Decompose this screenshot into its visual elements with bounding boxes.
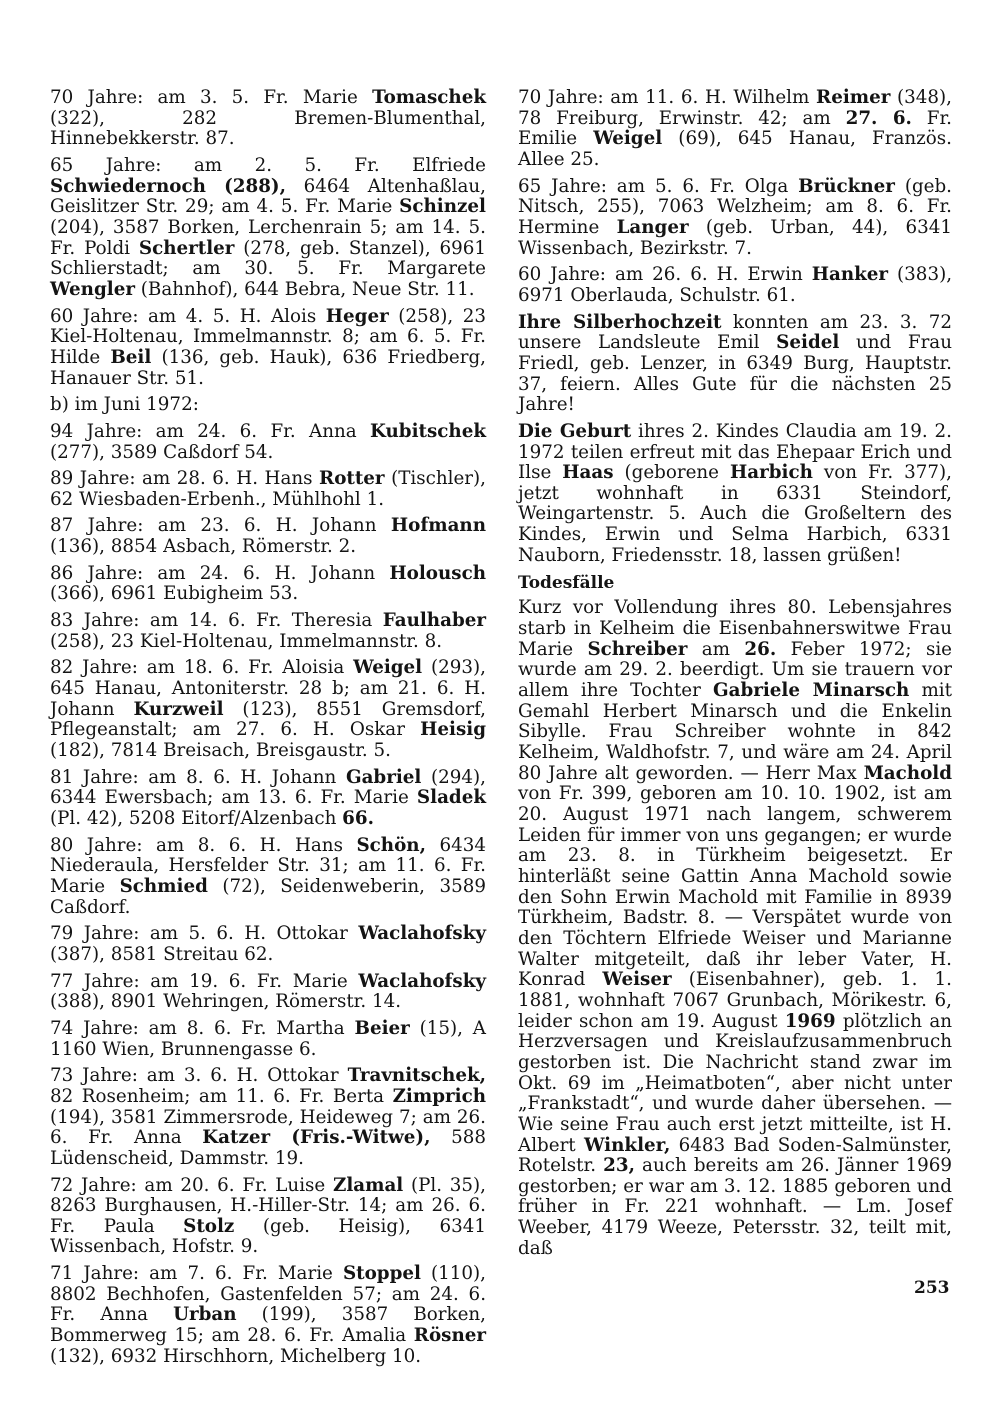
bold-name: Beil [110, 346, 152, 368]
bold-name: Weigel [593, 128, 663, 150]
entry-paragraph [518, 313, 952, 416]
text-run: 65 Jahre: am 5. 6. Fr. Olga [518, 175, 799, 197]
text-run: (Pl. 35), 8263 Burghausen, H.-Hiller-Str. 14; am 26. 6. Fr. Paula [50, 1174, 486, 1237]
bold-name: Stolz [183, 1215, 235, 1237]
bold-name: Kubitschek [370, 420, 486, 442]
text-run: (204), 3587 Borken, Lerchenrain 5; am 14. 5. Fr. Poldi [50, 216, 486, 259]
text-run: (123), 8551 Gremsdorf, Pflegeanstalt; am 27. 6. H. Oskar [50, 698, 486, 741]
entry-paragraph [518, 177, 952, 260]
text-run: (277), 3589 Caßdorf 54. [50, 441, 274, 463]
text-run: (geb. Nitsch, 255), 7063 Welzheim; am 8. 6. Fr. Hermine [518, 175, 952, 238]
bold-name: Waclahofsky [358, 970, 486, 992]
text-run: 71 Jahre: am 7. 6. Fr. Marie [50, 1263, 343, 1285]
bold-name: Winkler, [583, 1134, 671, 1156]
bold-name: Heger [325, 305, 389, 327]
bold-name: Waclahofsky [358, 923, 486, 945]
bold-name: Die Geburt [518, 420, 632, 442]
text-run: (194), 3581 Zimmersrode, Heideweg 7; am 26. 6. Fr. Anna [50, 1106, 486, 1149]
text-run: 82 Jahre: am 18. 6. Fr. Aloisia [50, 657, 354, 679]
bold-name: Holousch [389, 562, 486, 584]
text-run: (388), 8901 Wehringen, Römerstr. 14. [50, 991, 402, 1013]
bold-name: Urban [173, 1304, 237, 1326]
entry-paragraph [50, 88, 486, 150]
text-run: plötzlich an Herzversagen und Kreislaufzusammenbruch gestorben ist. Die Nachricht stand zwar im Okt. 69 im „Heimatboten“, aber nicht unter „Frankstadt“, und wurde daher übersehen. — Wie seine Frau auch erst jetzt mitteilte, ist H. Albert [518, 1010, 952, 1156]
text-run: 6464 Altenhaßlau, Geislitzer Str. 29; am 4. 5. Fr. Marie [50, 175, 486, 218]
text-run: (72), Seidenweberin, 3589 Caßdorf. [50, 875, 486, 918]
bold-name: Schreiber [587, 638, 688, 660]
text-run: 72 Jahre: am 20. 6. Fr. Luise [50, 1174, 333, 1196]
left-column [50, 88, 486, 1373]
bold-name: Katzer (Fris.-Witwe), [202, 1127, 431, 1149]
text-run: Kurz vor Vollendung ihres 80. Lebensjahres starb in Kelheim die Eisenbahnerswitwe Frau Marie [518, 597, 952, 660]
bold-name: Brückner [798, 175, 895, 197]
text-run: 6434 Niederaula, Hersfelder Str. 31; am 11. 6. Fr. Marie [50, 834, 486, 897]
bold-name: Seidel [776, 332, 840, 354]
text-run: (293), 645 Hanau, Antoniterstr. 28 b; am 21. 6. H. Johann [50, 657, 486, 720]
bold-name: Zimprich [392, 1085, 486, 1107]
bold-name: Schwiedernoch (288), [50, 175, 286, 197]
bold-name: 23, [603, 1155, 635, 1177]
entry-paragraph [50, 422, 486, 463]
bold-name: Machold [863, 762, 952, 784]
text-run: 60 Jahre: am 26. 6. H. Erwin [518, 264, 812, 286]
entry-paragraph [50, 924, 486, 965]
text-run: (69), 645 Hanau, Französ. Allee 25. [518, 128, 952, 170]
bold-name: Schertler [138, 237, 235, 259]
bold-name: Faulhaber [382, 610, 486, 632]
text-run: 81 Jahre: am 8. 6. H. Johann [50, 766, 346, 788]
text-run: b) im Juni 1972: [50, 394, 199, 416]
text-run: mit Gemahl Herbert Minarsch und die Enkelin Sibylle. Frau Schreiber wohnte in 842 Kelheim, Waldhofstr. 7, und wäre am 24. April 80 Jahre alt geworden. — Herr Max [518, 680, 952, 784]
text-run: und Frau Friedl, geb. Lenzer, in 6349 Burg, Hauptstr. 37, feiern. Alles Gute für die nächsten 25 Jahre! [518, 332, 952, 416]
bold-name: Gabriele Minarsch [712, 680, 910, 702]
bold-name: Reimer [816, 87, 891, 108]
text-run: 94 Jahre: am 24. 6. Fr. Anna [50, 420, 371, 442]
text-run: 79 Jahre: am 5. 6. H. Ottokar [50, 923, 359, 945]
deaths-paragraph [518, 598, 952, 1259]
text-run: (348), 78 Freiburg, Erwinstr. 42; am [518, 87, 952, 129]
text-run: (387), 8581 Streitau 62. [50, 943, 274, 965]
entry-paragraph [50, 1019, 486, 1060]
text-run: (383), 6971 Oberlauda, Schulstr. 61. [518, 264, 953, 306]
text-run: (136), 8854 Asbach, Römerstr. 2. [50, 536, 357, 558]
text-run: ihres 2. Kindes Claudia am 19. 2. 1972 teilen erfreut mit das Ehepaar Erich und Ilse [518, 420, 952, 484]
text-run: 87 Jahre: am 23. 6. H. Johann [50, 515, 391, 537]
bold-name: Travnitschek, [347, 1065, 486, 1087]
text-run: (136, geb. Hauk), 636 Friedberg, Hanauer Str. 51. [50, 346, 486, 389]
bold-name: 27. 6. [845, 107, 912, 129]
bold-name: Schmied [119, 875, 208, 897]
text-run: (110), 8802 Bechhofen, Gastenfelden 57; am 24. 6. Fr. Anna [50, 1263, 486, 1326]
right-column [518, 88, 952, 1265]
right-announcements [518, 88, 952, 566]
bold-name: Weigel [353, 657, 423, 679]
text-run: 60 Jahre: am 4. 5. H. Alois [50, 305, 326, 327]
bold-name: Zlamal [332, 1174, 404, 1196]
bold-name: Weiser [602, 969, 672, 991]
text-run: (geb. Urban, 44), 6341 Wissenbach, Bezirkstr. 7. [518, 216, 952, 259]
text-run: (geborene [613, 462, 730, 484]
text-run: auch bereits am 26. Jänner 1969 gestorben; er war am 3. 12. 1885 geboren und früher in Fr. 221 wohnhaft. — Lm. Josef Weeber, 4179 Weeze, Petersstr. 32, teilt mit, daß [518, 1155, 952, 1259]
text-run: (182), 7814 Breisach, Breisgaustr. 5. [50, 740, 391, 762]
bold-name: Wengler [50, 278, 135, 300]
bold-name: Kurzweil [133, 698, 224, 720]
bold-name: Schön, [356, 834, 426, 856]
bold-name: Stoppel [342, 1263, 421, 1285]
bold-name: 66. [342, 808, 374, 829]
text-run: am [687, 638, 745, 660]
entry-paragraph [518, 88, 952, 171]
bold-name: Hanker [811, 264, 889, 286]
entry-paragraph [50, 972, 486, 1013]
text-run: von Fr. 377), jetzt wohnhaft in 6331 Steindorf, Weingartenstr. 5. Auch die Großeltern des Kindes, Erwin und Selma Harbich, 6331 Nauborn, Friedensstr. 18, lassen grüßen! [518, 462, 952, 566]
text-run: 73 Jahre: am 3. 6. H. Ottokar [50, 1065, 348, 1087]
bold-name: Gabriel [345, 766, 422, 788]
text-run: 6483 Bad Soden-Salmünster, Rotelstr. [518, 1134, 952, 1177]
text-run: 70 Jahre: am 11. 6. H. Wilhelm [518, 87, 816, 108]
text-run: 588 Lüdenscheid, Dammstr. 19. [50, 1127, 487, 1169]
text-run: (258), 23 Kiel-Holtenau, Immelmannstr. 8. [50, 630, 443, 652]
entry-paragraph [50, 1066, 486, 1169]
bold-name: Heisig [420, 719, 486, 741]
entry-paragraph [518, 422, 952, 567]
bold-name: Schinzel [399, 196, 486, 218]
text-run: Feber 1972; sie wurde am 29. 2. beerdigt. Um sie trauern vor allem ihre Tochter [518, 638, 952, 702]
text-run: (258), 23 Kiel-Holtenau, Immelmannstr. 8; am 6. 5. Fr. Hilde [50, 305, 486, 368]
entry-paragraph [50, 768, 486, 830]
text-run: 89 Jahre: am 28. 6. H. Hans [50, 468, 320, 490]
bold-name: Sladek [416, 787, 486, 809]
bold-name: Rösner [413, 1325, 486, 1347]
entry-paragraph [50, 611, 486, 652]
text-run: 70 Jahre: am 3. 5. Fr. Marie [50, 87, 373, 108]
bold-name: Harbich [729, 462, 813, 484]
text-run: (Eisenbahner), geb. 1. 1. 1881, wohnhaft 7067 Grunbach, Mörikestr. 6, leider schon am 19. August [518, 969, 952, 1032]
text-run: 65 Jahre: am 2. 5. Fr. Elfriede [50, 154, 486, 176]
text-run: 86 Jahre: am 24. 6. H. Johann [50, 562, 390, 584]
text-run: 74 Jahre: am 8. 6. Fr. Martha [50, 1017, 355, 1039]
entry-paragraph [50, 469, 486, 510]
entry-paragraph [50, 156, 486, 301]
text-run: von Fr. 399, geboren am 10. 10. 1902, ist am 20. August 1971 nach langem, schwerem Leiden für immer von uns gegangen; er wurde am 23. 8. in Türkheim beigesetzt. Er hinterläßt seine Gattin Anna Machold sowie den Sohn Erwin Machold mit Familie in 8939 Türkheim, Badstr. 8. — Verspätet wurde von den Töchtern Elfriede Weiser und Marianne Walter mitgeteilt, daß ihr leber Vater, H. Konrad [518, 783, 952, 991]
entry-paragraph [50, 1264, 486, 1367]
text-run: (199), 3587 Borken, Bommerweg 15; am 28. 6. Fr. Amalia [50, 1304, 486, 1347]
entry-paragraph [50, 395, 486, 416]
text-run: (278, geb. Stanzel), 6961 Schlierstadt; am 30. 5. Fr. Margarete [50, 237, 486, 280]
text-run: (Tischler), 62 Wiesbaden-Erbenh., Mühlhohl 1. [50, 468, 486, 510]
text-run: konnten am 23. 3. 72 unsere Landsleute Emil [518, 311, 953, 354]
text-run: (Pl. 42), 5208 Eitorf/Alzenbach [50, 808, 343, 829]
text-run: (294), 6344 Ewersbach; am 13. 6. Fr. Marie [50, 766, 486, 809]
page-number: 253 [914, 1278, 950, 1298]
bold-name: Tomaschek [372, 87, 486, 108]
text-run: 80 Jahre: am 8. 6. H. Hans [50, 834, 357, 856]
entry-paragraph [518, 265, 952, 306]
bold-name: Ihre Silberhochzeit [518, 311, 722, 333]
deaths-section [518, 598, 952, 1259]
text-run: (15), A 1160 Wien, Brunnengasse 6. [50, 1017, 486, 1060]
text-run: Fr. Emilie [518, 107, 952, 150]
entry-paragraph [50, 836, 486, 919]
text-run: (366), 6961 Eubigheim 53. [50, 583, 299, 605]
entry-paragraph [50, 658, 486, 761]
entry-paragraph [50, 516, 486, 557]
text-run: 77 Jahre: am 19. 6. Fr. Marie [50, 970, 359, 992]
text-run: (geb. Heisig), 6341 Wissenbach, Hofstr. 9. [50, 1215, 487, 1258]
bold-name: Langer [616, 216, 689, 238]
bold-name: 26. [744, 638, 777, 660]
text-run: 82 Rosenheim; am 11. 6. Fr. Berta [50, 1085, 393, 1107]
text-run: (132), 6932 Hirschhorn, Michelberg 10. [50, 1345, 422, 1367]
entry-paragraph [50, 1176, 486, 1259]
text-run: 83 Jahre: am 14. 6. Fr. Theresia [50, 610, 383, 632]
deaths-heading: Todesfälle [518, 573, 615, 594]
bold-name: Hofmann [390, 515, 486, 537]
text-run: (322), 282 Bremen-Blumenthal, Hinnebekkerstr. 87. [50, 107, 486, 150]
bold-name: Haas [562, 462, 614, 484]
bold-name: Rotter [319, 468, 385, 490]
bold-name: Beier [354, 1017, 410, 1039]
text-run: (Bahnhof), 644 Bebra, Neue Str. 11. [134, 278, 475, 300]
entry-paragraph [50, 564, 486, 605]
entry-paragraph [50, 307, 486, 390]
bold-name: 1969 [784, 1010, 836, 1032]
